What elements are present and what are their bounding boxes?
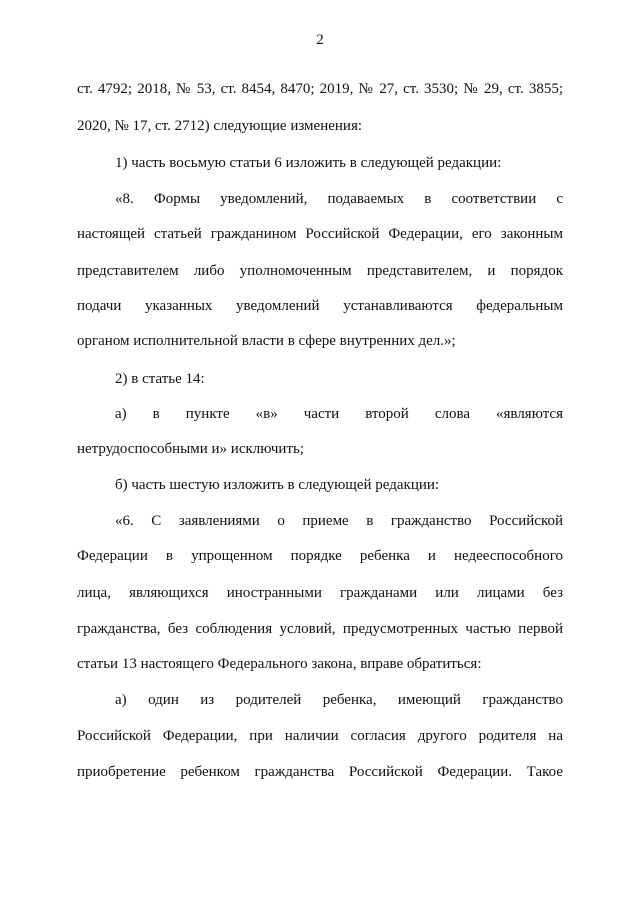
text-line-1: ст. 4792; 2018, № 53, ст. 8454, 8470; 2019, № 27, ст. 3530; № 29, ст. 3855; bbox=[77, 81, 563, 97]
text-line-15: лица, являющихся иностранными гражданами или лицами без bbox=[77, 585, 563, 601]
text-line-12: б) часть шестую изложить в следующей редакции: bbox=[115, 477, 440, 493]
text-line-20: приобретение ребенком гражданства Российской Федерации. Такое bbox=[77, 764, 563, 780]
text-line-14: Федерации в упрощенном порядке ребенка и недееспособного bbox=[77, 548, 563, 564]
text-line-19: Российской Федерации, при наличии согласия другого родителя на bbox=[77, 728, 563, 744]
text-line-2: 2020, № 17, ст. 2712) следующие изменения: bbox=[77, 118, 363, 134]
text-line-17: статьи 13 настоящего Федерального закона, вправе обратиться: bbox=[77, 656, 482, 672]
page-number: 2 bbox=[316, 32, 324, 48]
text-line-4: «8. Формы уведомлений, подаваемых в соответствии с bbox=[115, 191, 563, 207]
text-line-18: а) один из родителей ребенка, имеющий гражданство bbox=[115, 692, 563, 708]
text-line-3: 1) часть восьмую статьи 6 изложить в следующей редакции: bbox=[115, 155, 502, 171]
text-line-9: 2) в статье 14: bbox=[115, 371, 205, 387]
text-line-7: подачи указанных уведомлений устанавливаются федеральным bbox=[77, 298, 563, 314]
text-line-13: «6. С заявлениями о приеме в гражданство Российской bbox=[115, 513, 563, 529]
text-line-8: органом исполнительной власти в сфере внутренних дел.»; bbox=[77, 333, 456, 349]
text-line-6: представителем либо уполномоченным представителем, и порядок bbox=[77, 263, 563, 279]
text-line-5: настоящей статьей гражданином Российской Федерации, его законным bbox=[77, 226, 563, 242]
text-line-11: нетрудоспособными и» исключить; bbox=[77, 441, 305, 457]
text-line-16: гражданства, без соблюдения условий, предусмотренных частью первой bbox=[77, 621, 563, 637]
text-line-10: а) в пункте «в» части второй слова «являются bbox=[115, 406, 563, 422]
